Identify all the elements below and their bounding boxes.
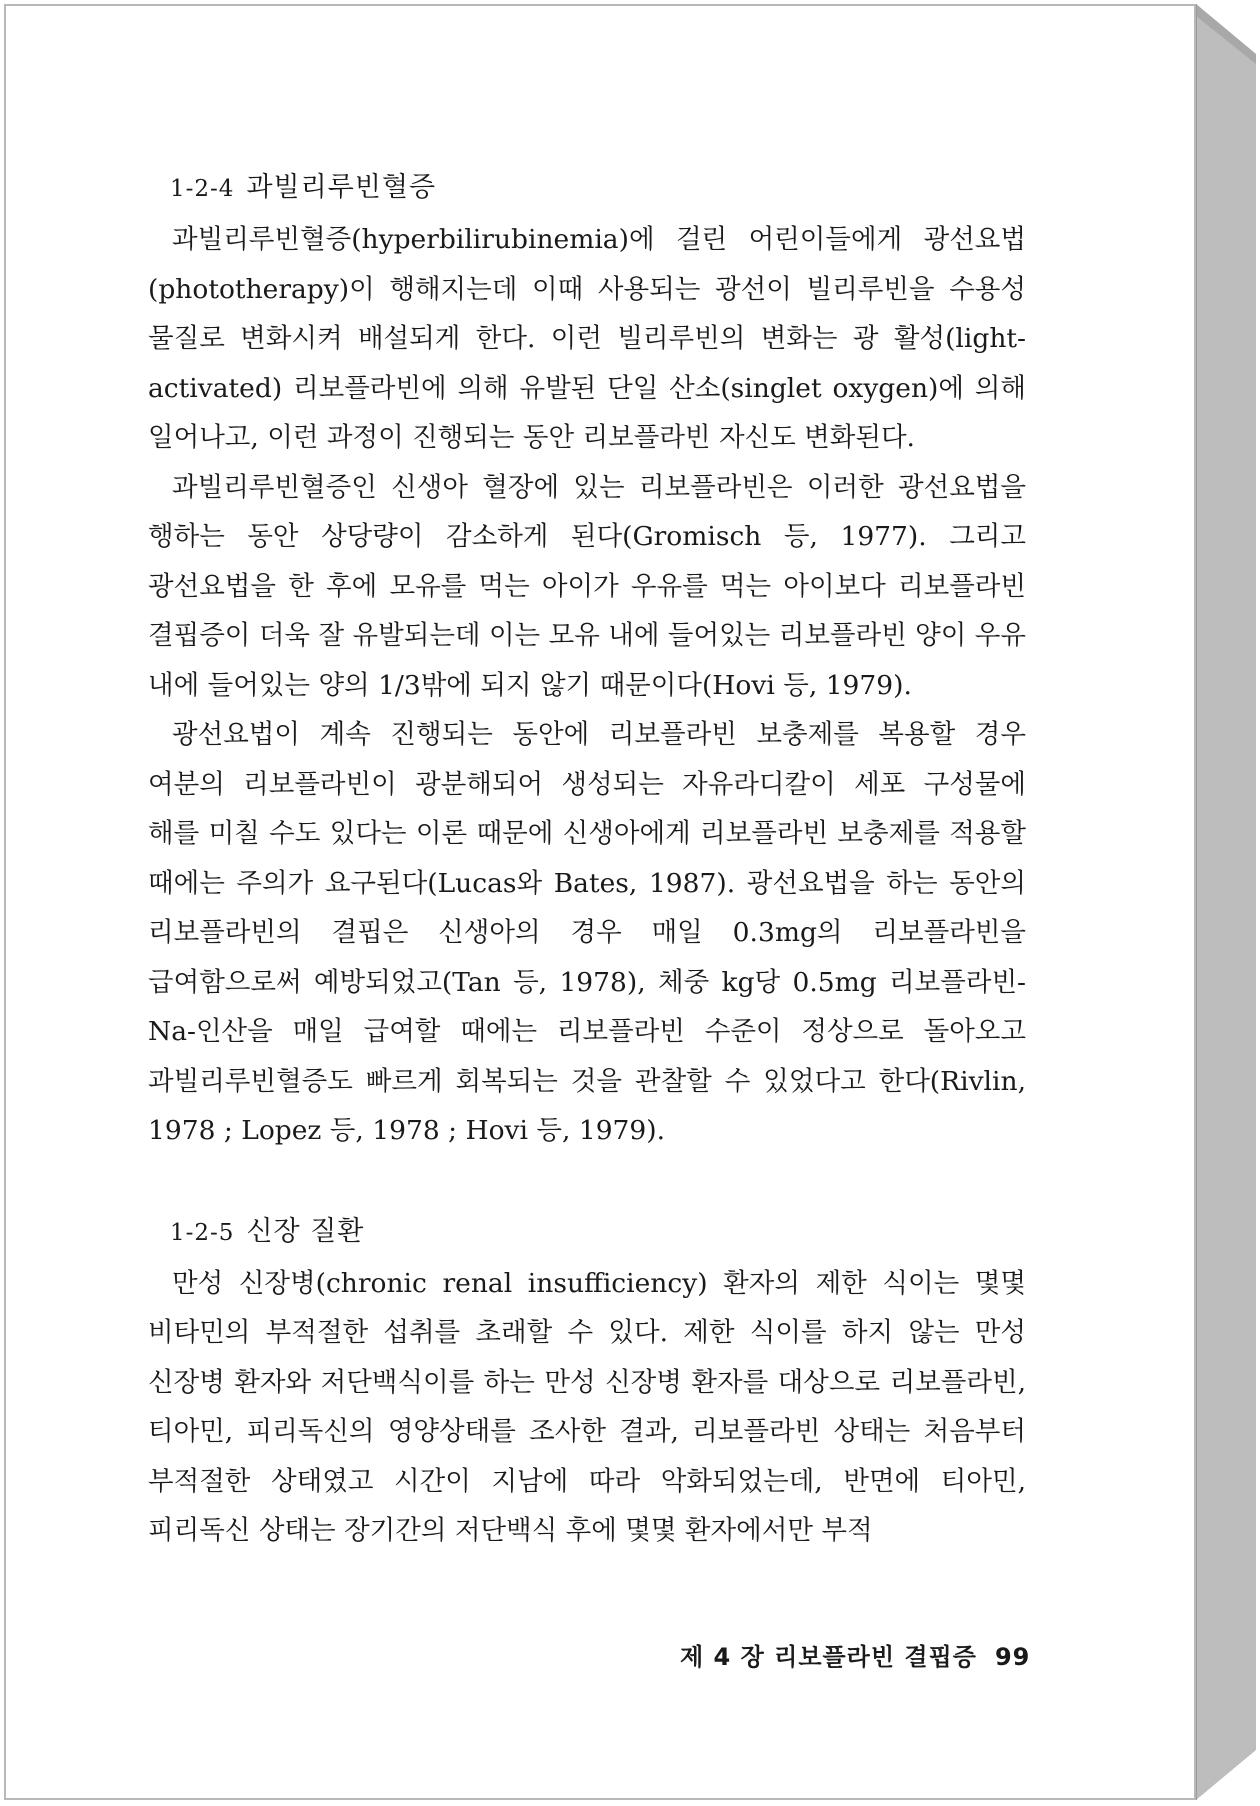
page-number: 99 <box>994 1643 1031 1671</box>
running-footer-chapter: 제 4 장 리보플라빈 결핍증 <box>680 1643 977 1671</box>
section-heading <box>170 1212 1026 1253</box>
section-title: 신장 질환 <box>246 1215 365 1247</box>
section-number: 1-2-4 <box>170 176 235 202</box>
page-content <box>148 168 1026 1556</box>
paragraph: 과빌리루빈혈증인 신생아 혈장에 있는 리보플라빈은 이러한 광선요법을 행하는 동안 상당량이 감소하게 된다(Gromisch 등, 1977). 그리고 광선요법을 한 후에 모유를 먹는 아이가 우유를 먹는 아이보다 리보플라빈 결핍증이 더욱 잘 유발되는데 이는 모유 내에 들어있는 리보플라빈 양이 우유 내에 들어있는 양의 1/3밖에 되지 않기 때문이다(Hovi 등, 1979). <box>148 471 1026 701</box>
section-number: 1-2-5 <box>170 1219 235 1246</box>
paragraph: 과빌리루빈혈증(hyperbilirubinemia)에 걸린 어린이들에게 광선요법(phototherapy)이 행해지는데 이때 사용되는 광선이 빌리루빈을 수용성 물질로 변화시켜 배설되게 한다. 이런 빌리루빈의 변화는 광 활성(light-activated) 리보플라빈에 의해 유발된 단일 산소(singlet oxygen)에 의해 일어나고, 이런 과정이 진행되는 동안 리보플라빈 자신도 변화된다. <box>148 224 1026 453</box>
paragraph: 광선요법이 계속 진행되는 동안에 리보플라빈 보충제를 복용할 경우 여분의 리보플라빈이 광분해되어 생성되는 자유라디칼이 세포 구성물에 해를 미칠 수도 있다는 이론 때문에 신생아에게 리보플라빈 보충제를 적용할 때에는 주의가 요구된다(Lucas와 Bates, 1987). 광선요법을 하는 동안의 리보플라빈의 결핍은 신생아의 경우 매일 0.3mg의 리보플라빈을 급여함으로써 예방되었고(Tan 등, 1978), 체중 kg당 0.5mg 리보플라빈-Na-인산을 매일 급여할 때에는 리보플라빈 수준이 정상으로 돌아오고 과빌리루빈혈증도 빠르게 회복되는 것을 관찰할 수 있었다고 한다(Rivlin, 1978 ; Lopez 등, 1978 ; Hovi 등, 1979). <box>148 719 1026 1146</box>
page-edge <box>1196 4 1256 1800</box>
paragraph: 만성 신장병(chronic renal insufficiency) 환자의 제한 식이는 몇몇 비타민의 부적절한 섭취를 초래할 수 있다. 제한 식이를 하지 않는 만성 신장병 환자와 저단백식이를 하는 만성 신장병 환자를 대상으로 리보플라빈, 티아민, 피리독신의 영양상태를 조사한 결과, 리보플라빈 상태는 처음부터 부적절한 상태였고 시간이 지남에 따라 악화되었는데, 반면에 티아민, 피리독신 상태는 장기간의 저단백식 후에 몇몇 환자에서만 부적 <box>148 1267 1026 1546</box>
section-title: 과빌리루빈혈증 <box>246 172 437 203</box>
section-heading <box>170 168 1026 209</box>
page-footer <box>680 1637 1031 1672</box>
